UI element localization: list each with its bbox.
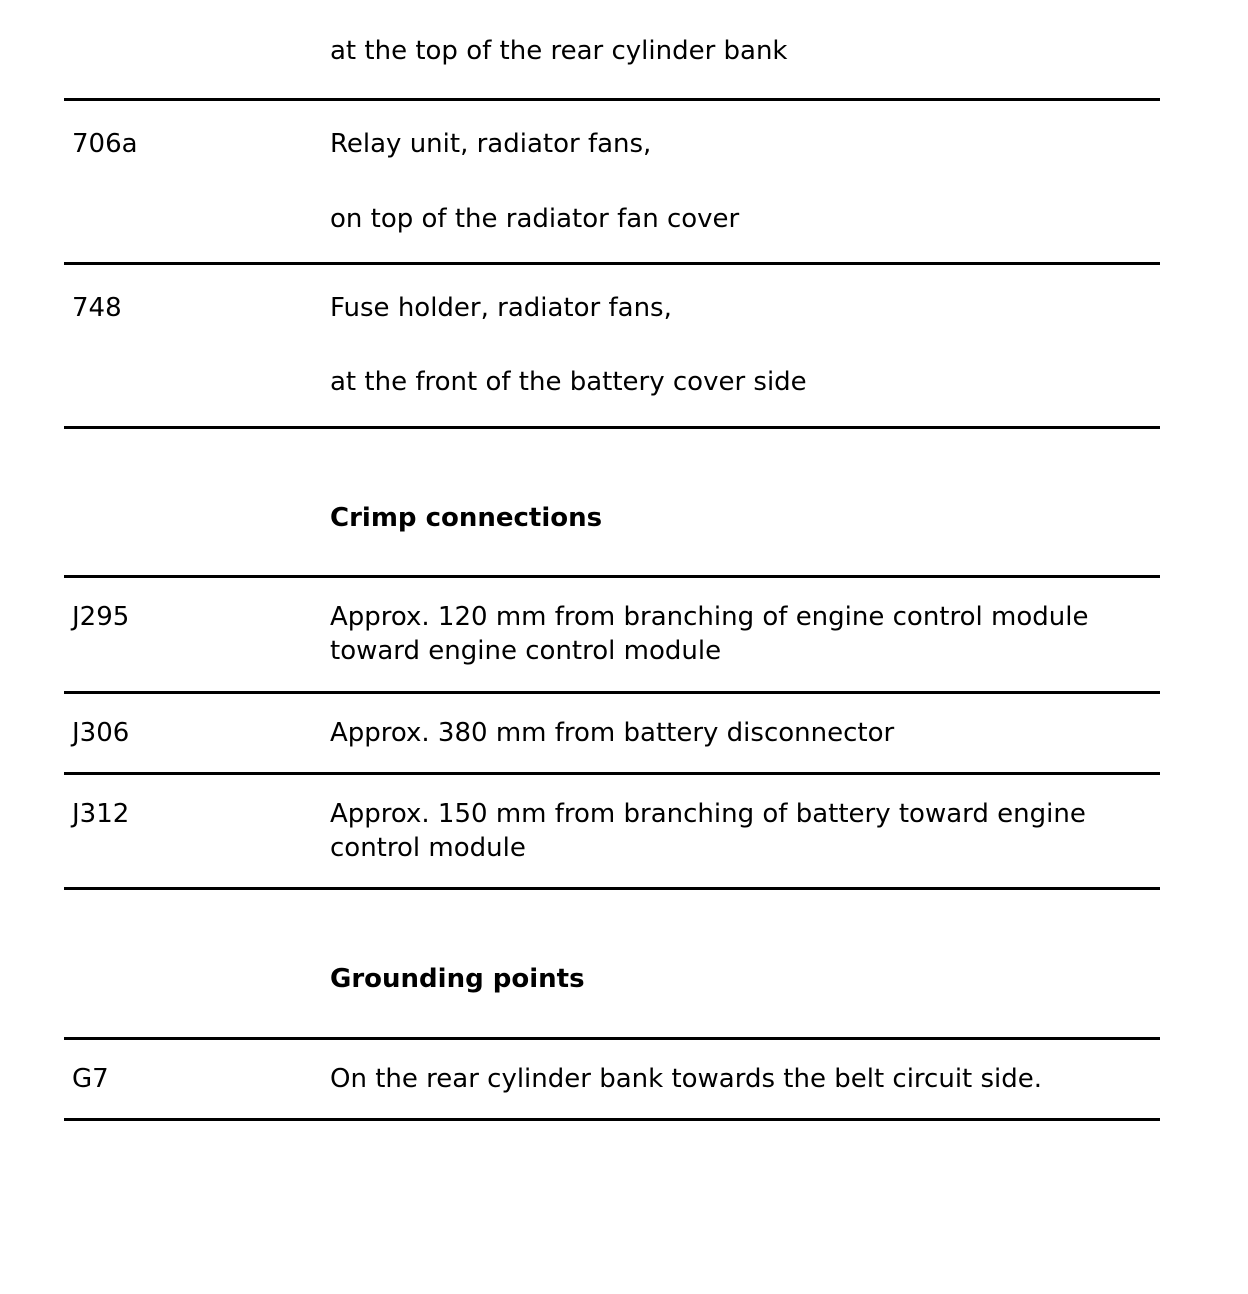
section-heading-row xyxy=(64,890,1160,1036)
row-id: J295 xyxy=(72,601,130,632)
row-id: 748 xyxy=(72,292,122,323)
section-heading: Grounding points xyxy=(330,964,585,995)
section-heading-row xyxy=(64,429,1160,575)
table-row xyxy=(64,775,1160,888)
row-id: 706a xyxy=(72,129,138,160)
section-heading: Crimp connections xyxy=(330,502,603,533)
description-line: Relay unit, radiator fans, xyxy=(330,129,652,160)
row-id: G7 xyxy=(72,1063,109,1094)
row-id: J306 xyxy=(72,717,130,748)
description-line: at the top of the rear cylinder bank xyxy=(330,36,788,66)
table-divider xyxy=(64,1118,1160,1121)
table-row xyxy=(64,101,1160,262)
description-line: at the front of the battery cover side xyxy=(330,367,807,398)
row-description xyxy=(330,127,1160,236)
table-row xyxy=(64,265,1160,426)
row-description: Approx. 150 mm from branching of battery toward engine control module xyxy=(330,798,1086,864)
row-description: On the rear cylinder bank towards the belt circuit side. xyxy=(330,1063,1043,1094)
row-description: Approx. 120 mm from branching of engine control module toward engine control module xyxy=(330,601,1089,667)
description-line: on top of the radiator fan cover xyxy=(330,203,740,234)
row-description: Approx. 380 mm from battery disconnector xyxy=(330,717,895,748)
row-description xyxy=(330,291,1160,400)
row-description xyxy=(330,34,1160,68)
table-row xyxy=(64,578,1160,691)
table-row xyxy=(64,1040,1160,1118)
table-row-continuation xyxy=(64,24,1160,98)
table-row xyxy=(64,694,1160,772)
row-id: J312 xyxy=(72,798,130,829)
component-location-table xyxy=(64,24,1160,1121)
description-line: Fuse holder, radiator fans, xyxy=(330,292,672,323)
